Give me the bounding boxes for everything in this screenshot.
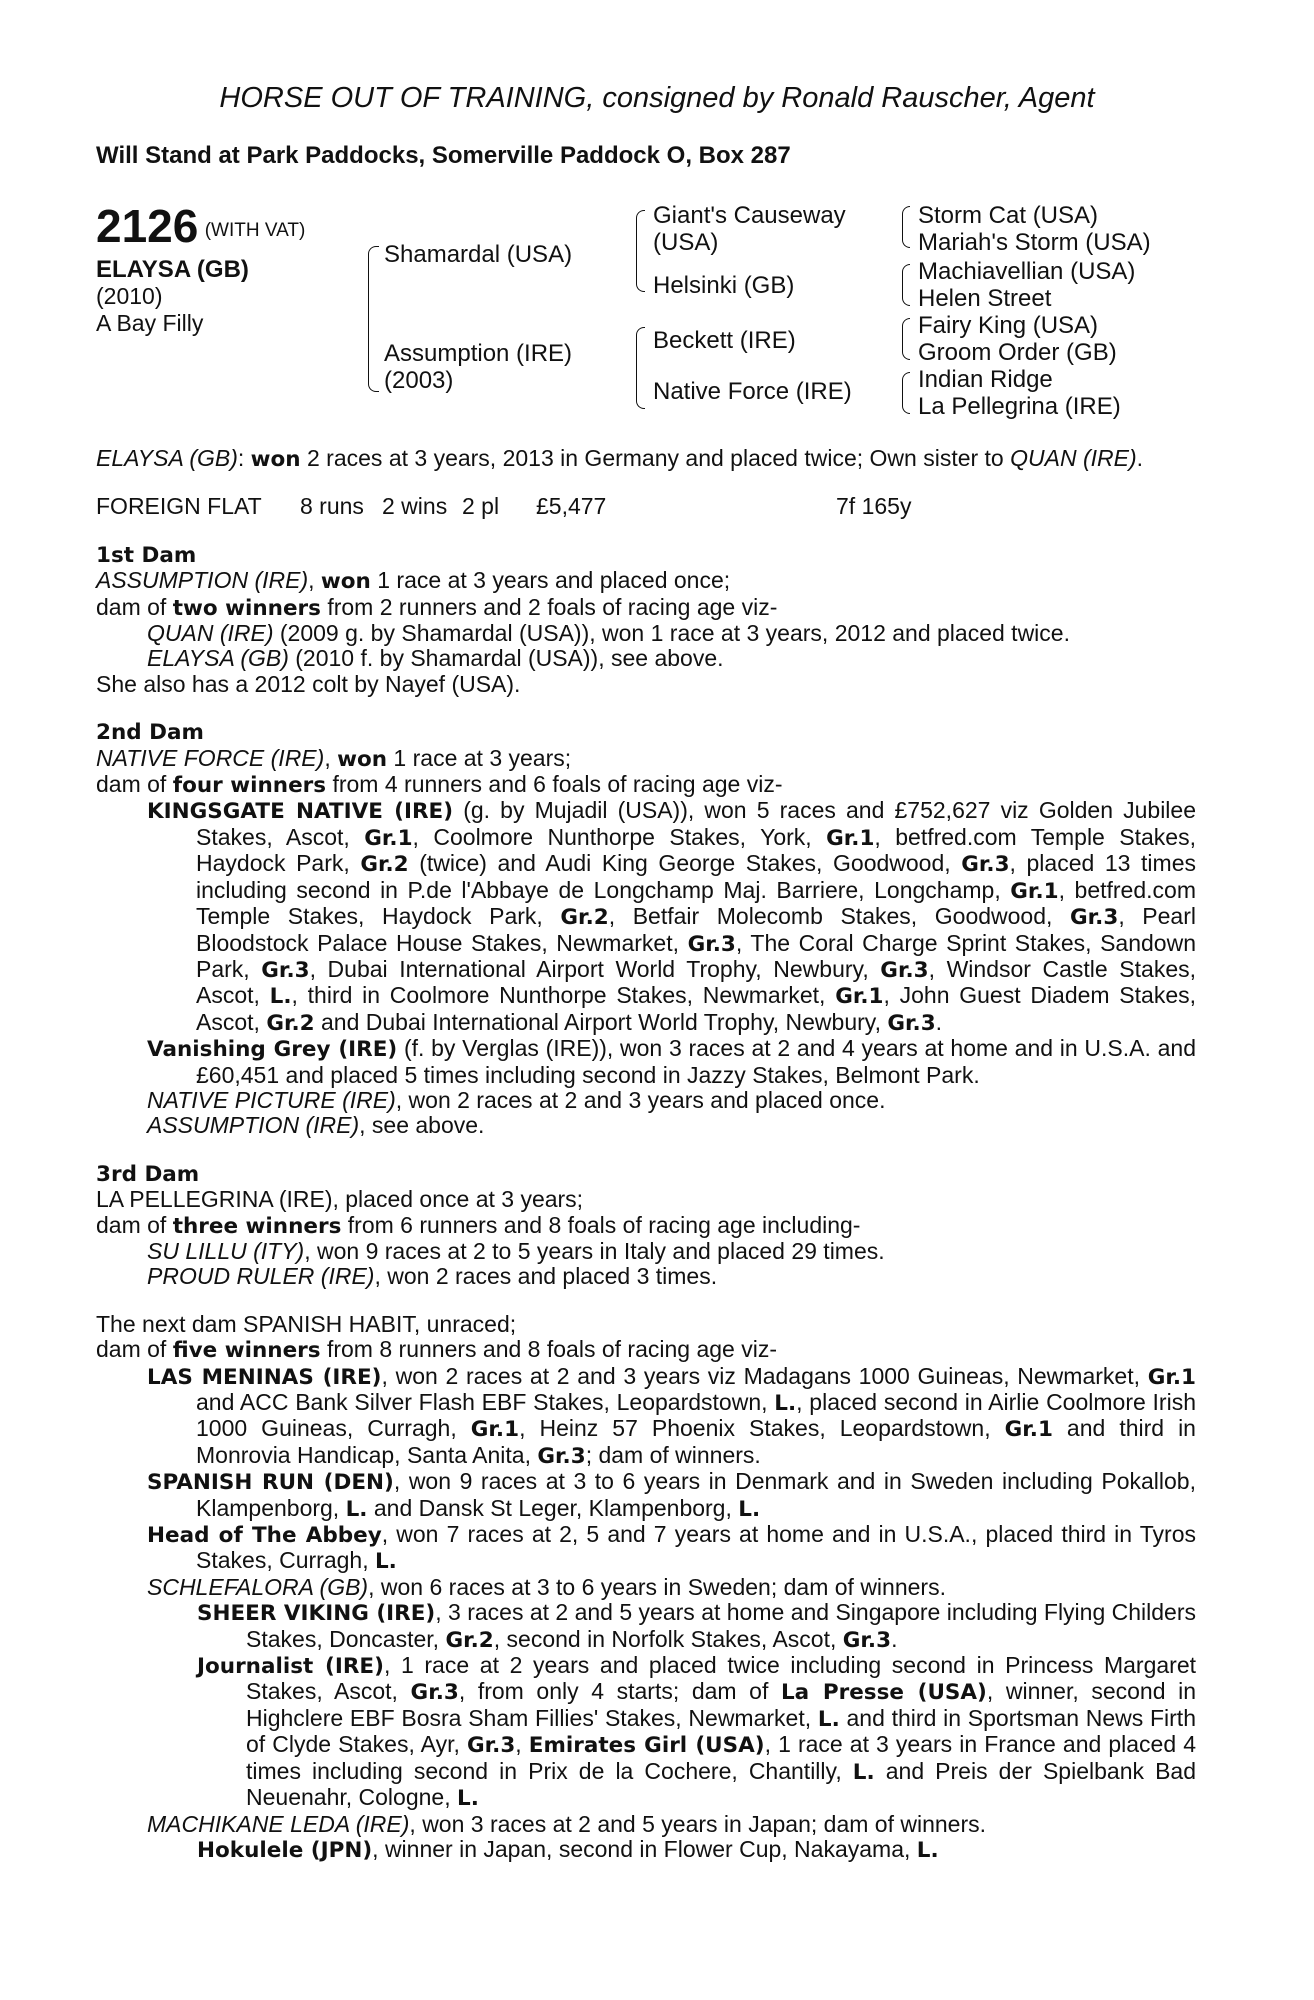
pedigree-bracket <box>368 246 379 392</box>
produce-text: , The Coral Charge Sprint Stakes, Sandown Park, <box>196 929 1196 982</box>
grade-label: Gr.1 <box>826 825 875 851</box>
pedigree-bracket <box>902 318 910 360</box>
produce-name: QUAN (IRE) <box>147 620 274 647</box>
produce-name: SU LILLU (ITY) <box>147 1237 305 1264</box>
produce-text: , winner, second in Highclere EBF Bosra Sham Fillies' Stakes, Newmarket, <box>246 1678 1196 1731</box>
produce-name: La Presse (USA) <box>780 1680 987 1706</box>
produce-entry-vanishing-grey <box>96 1036 1196 1088</box>
lot-number: 2126 <box>96 200 199 252</box>
grade-label: Gr.2 <box>445 1627 494 1653</box>
produce-entry-sheer-viking <box>96 1600 1196 1653</box>
produce-text: ; dam of winners. <box>585 1441 761 1468</box>
next-dam-of-bold: five winners <box>172 1338 321 1364</box>
pedigree-ddd: La Pellegrina (IRE) <box>918 393 1121 420</box>
horse-year: (2010) <box>96 283 163 309</box>
produce-text: , Windsor Castle Stakes, Ascot, <box>196 955 1196 1009</box>
first-dam-of-pre: dam of <box>96 593 173 620</box>
grade-label: L. <box>374 1549 397 1575</box>
second-dam-heading <box>96 719 1196 745</box>
first-dam-won: won <box>320 569 371 595</box>
pedigree-dam-sire: Beckett (IRE) <box>653 327 796 354</box>
produce-text: , won 2 races and placed 3 times. <box>374 1263 718 1290</box>
produce-text: , won 9 races at 2 to 5 years in Italy and placed 29 times. <box>304 1237 885 1264</box>
produce-name: PROUD RULER (IRE) <box>147 1263 375 1290</box>
first-dam-text: 1 race at 3 years and placed once; <box>370 567 731 594</box>
produce-text: , placed 13 times including second in P.de l'Abbaye de Longchamp Maj. Barriere, Longchamp, <box>196 850 1196 903</box>
produce-text: , won 9 races at 3 to 6 years in Denmark and in Sweden including Pokallob, Klampenborg, <box>196 1468 1196 1521</box>
produce-entry-machikane-leda <box>96 1812 1196 1837</box>
grade-label: L. <box>916 1837 939 1863</box>
grade-label: Gr.1 <box>1010 878 1059 904</box>
produce-name: KINGSGATE NATIVE (IRE) <box>147 799 454 825</box>
produce-name: SPANISH RUN (DEN) <box>147 1470 394 1496</box>
produce-text: and ACC Bank Silver Flash EBF Stakes, Leopardstown, <box>196 1389 775 1415</box>
pedigree-bracket <box>636 210 645 292</box>
record-distance: 7f 165y <box>836 493 912 520</box>
produce-text: , second in Norfolk Stakes, Ascot, <box>493 1625 843 1652</box>
third-dam-heading-text: 3rd Dam <box>96 1161 200 1187</box>
record-earnings: £5,477 <box>536 493 607 520</box>
third-dam-heading <box>96 1161 1196 1187</box>
first-dam-of-post: from 2 runners and 2 foals of racing age viz- <box>320 593 778 620</box>
produce-text: and Dansk St Leger, Klampenborg, <box>367 1494 739 1521</box>
pedigree-sire-sire <box>653 202 846 256</box>
grade-label: Gr.1 <box>364 825 413 851</box>
grade-label: L. <box>457 1786 479 1812</box>
grade-label: Gr.1 <box>835 984 884 1010</box>
second-dam-of-post: from 4 runners and 6 foals of racing age viz- <box>326 771 783 798</box>
grade-label: Gr.3 <box>466 1733 516 1759</box>
second-dam-of-pre: dam of <box>96 771 173 798</box>
produce-text: , Dubai International Airport World Trophy, Newbury, <box>309 955 881 982</box>
third-dam-produce <box>96 1213 1196 1239</box>
grade-label: Gr.3 <box>1070 905 1119 931</box>
pedigree-sss: Storm Cat (USA) <box>918 202 1099 229</box>
first-dam-produce <box>96 595 1196 621</box>
produce-text: , John Guest Diadem Stakes, Ascot, <box>196 982 1197 1035</box>
catalogue-body <box>96 446 1196 1863</box>
next-dam-of-post: from 8 runners and 8 foals of racing age viz- <box>320 1336 777 1363</box>
summary-sister: QUAN (IRE) <box>1010 445 1137 471</box>
produce-name: Head of The Abbey <box>147 1523 382 1549</box>
grade-label: L. <box>269 984 292 1010</box>
first-dam-heading <box>96 542 1196 568</box>
record-placed: 2 pl <box>462 493 500 520</box>
produce-text: , Betfair Molecomb Stakes, Goodwood, <box>608 903 1070 930</box>
next-dam-line: The next dam SPANISH HABIT, unraced; <box>96 1310 517 1337</box>
grade-label: Gr.3 <box>687 931 736 957</box>
grade-label: L. <box>738 1496 761 1522</box>
produce-entry-native-picture <box>96 1088 1196 1113</box>
pedigree-bracket <box>902 206 910 248</box>
grade-label: Gr.1 <box>470 1417 520 1443</box>
summary-name: ELAYSA (GB) <box>96 445 238 471</box>
pedigree-dam-year: (2003) <box>384 367 454 394</box>
grade-label: Gr.3 <box>961 852 1010 878</box>
record-wins: 2 wins <box>382 493 448 520</box>
grade-label: Gr.3 <box>261 957 310 983</box>
grade-label: L. <box>345 1496 368 1522</box>
produce-name: Journalist (IRE) <box>197 1654 384 1680</box>
first-dam-line: ASSUMPTION (IRE), won 1 race at 3 years and placed once; <box>96 567 731 595</box>
second-dam-heading-text: 2nd Dam <box>96 720 204 746</box>
produce-text: and third in Sportsman News Firth of Clyde Stakes, Ayr, <box>246 1704 1196 1758</box>
lot-info <box>96 202 305 337</box>
horse-description: A Bay Filly <box>96 310 204 336</box>
produce-text: and Dubai International Airport World Trophy, Newbury, <box>314 1008 888 1035</box>
produce-text: , Heinz 57 Phoenix Stakes, Leopardstown, <box>519 1415 1005 1442</box>
pedigree-dam-name: Assumption (IRE) <box>384 340 573 367</box>
pedigree-dsd: Groom Order (GB) <box>918 339 1117 366</box>
produce-text: , won 7 races at 2, 5 and 7 years at home and in U.S.A., placed third in Tyros Stakes, Curragh, <box>196 1521 1196 1574</box>
grade-label: Gr.3 <box>880 957 929 983</box>
first-dam-also: She also has a 2012 colt by Nayef (USA). <box>96 670 521 697</box>
produce-entry-hokulele <box>96 1837 1196 1863</box>
summary-text: 2 races at 3 years, 2013 in Germany and placed twice; Own sister to <box>300 445 1011 471</box>
horse-summary: ELAYSA (GB): won 2 races at 3 years, 2013 in Germany and placed twice; Own sister to QUAN (IRE). <box>96 445 1144 472</box>
next-dam-produce <box>96 1337 1196 1363</box>
pedigree-sds: Machiavellian (USA) <box>918 258 1136 285</box>
produce-entry <box>96 1264 1196 1289</box>
produce-entry-assumption <box>96 1113 1196 1138</box>
produce-entry <box>96 621 1196 646</box>
produce-entry-spanish-run <box>96 1469 1196 1522</box>
second-dam-text: 1 race at 3 years; <box>387 744 572 771</box>
stand-location: Will Stand at Park Paddocks, Somerville Paddock O, Box 287 <box>96 142 791 169</box>
next-dam-of-pre: dam of <box>96 1336 173 1363</box>
pedigree-dam-dam: Native Force (IRE) <box>653 378 852 405</box>
produce-name: ASSUMPTION (IRE) <box>147 1112 360 1139</box>
pedigree-ss-name: Giant's Causeway <box>653 202 846 229</box>
produce-entry-schlefalora <box>96 1575 1196 1600</box>
produce-text: , <box>515 1731 529 1758</box>
second-dam-line: NATIVE FORCE (IRE), won 1 race at 3 years; <box>96 744 572 772</box>
grade-label: Gr.2 <box>560 905 609 931</box>
produce-text: (f. by Verglas (IRE)), won 3 races at 2 and 4 years at home and in U.S.A. and £60,451 and placed 5 times including second in Jazzy Stakes, Belmont Park. <box>196 1035 1196 1088</box>
produce-name: Vanishing Grey (IRE) <box>147 1037 398 1063</box>
pedigree-bracket <box>902 372 910 414</box>
produce-text: and third in Monrovia Handicap, Santa Anita, <box>196 1415 1196 1468</box>
grade-label: Gr.3 <box>842 1627 892 1653</box>
race-record <box>96 494 1196 519</box>
produce-text: , betfred.com Temple Stakes, Haydock Park, <box>196 823 1196 877</box>
produce-text: , won 3 races at 2 and 5 years in Japan; dam of winners. <box>409 1810 987 1837</box>
record-runs: 8 runs <box>300 493 364 520</box>
pedigree-bracket <box>902 264 910 306</box>
produce-entry-las-meninas <box>96 1364 1196 1470</box>
produce-text: , Pearl Bloodstock Palace House Stakes, Newmarket, <box>196 903 1196 956</box>
produce-text: , from only 4 starts; dam of <box>458 1678 781 1705</box>
produce-text: , 1 race at 2 years and placed twice including second in Princess Margaret Stakes, Ascot, <box>246 1652 1197 1705</box>
third-dam-of-post: from 6 runners and 8 foals of racing age including- <box>341 1211 861 1238</box>
first-dam-name: ASSUMPTION (IRE) <box>96 567 309 594</box>
grade-label: L. <box>852 1759 875 1785</box>
grade-label: L. <box>774 1391 797 1416</box>
produce-text: . <box>935 1008 943 1035</box>
produce-name: SHEER VIKING (IRE) <box>197 1601 436 1627</box>
pedigree-dss: Fairy King (USA) <box>918 312 1099 339</box>
grade-label: Gr.2 <box>360 852 409 878</box>
first-dam-heading-text: 1st Dam <box>96 542 197 568</box>
pedigree-ssd: Mariah's Storm (USA) <box>918 229 1151 256</box>
produce-text: , see above. <box>359 1112 485 1139</box>
grade-label: Gr.1 <box>1147 1364 1196 1390</box>
produce-text: , Coolmore Nunthorpe Stakes, York, <box>412 823 827 850</box>
grade-label: Gr.1 <box>1004 1417 1053 1443</box>
produce-name: Emirates Girl (USA) <box>528 1733 765 1759</box>
produce-text: (g. by Mujadil (USA)), won 5 races and £752,627 viz Golden Jubilee Stakes, Ascot, <box>196 797 1196 850</box>
record-category: FOREIGN FLAT <box>96 493 262 520</box>
pedigree-sire-dam: Helsinki (GB) <box>653 272 795 299</box>
pedigree-sdd: Helen Street <box>918 285 1052 312</box>
produce-name: SCHLEFALORA (GB) <box>147 1573 369 1600</box>
grade-label: Gr.3 <box>887 1010 936 1036</box>
pedigree-dam <box>384 340 572 394</box>
second-dam-produce <box>96 772 1196 798</box>
second-dam-of-bold: four winners <box>172 773 327 799</box>
produce-text: (twice) and Audi King George Stakes, Goodwood, <box>408 850 962 877</box>
produce-entry <box>96 1239 1196 1264</box>
produce-text: , won 2 races at 2 and 3 years viz Madagans 1000 Guineas, Newmarket, <box>381 1362 1148 1389</box>
produce-name: ELAYSA (GB) <box>147 645 289 672</box>
produce-text: , 3 races at 2 and 5 years at home and Singapore including Flying Childers Stakes, Doncaster, <box>246 1599 1197 1652</box>
third-dam-of-pre: dam of <box>96 1211 173 1238</box>
vat-note: (WITH VAT) <box>204 220 306 241</box>
produce-text: and Preis der Spielbank Bad Neuenahr, Cologne, <box>246 1757 1196 1811</box>
grade-label: L. <box>817 1706 840 1732</box>
produce-name: NATIVE PICTURE (IRE) <box>147 1086 396 1113</box>
first-dam-of-bold: two winners <box>172 595 321 621</box>
second-dam-name: NATIVE FORCE (IRE) <box>96 744 325 771</box>
summary-won: won <box>250 447 301 472</box>
produce-text: (2009 g. by Shamardal (USA)), won 1 race at 3 years, 2012 and placed twice. <box>273 620 1070 647</box>
third-dam-line: LA PELLEGRINA (IRE), placed once at 3 years; <box>96 1186 584 1213</box>
pedigree-ss-origin: (USA) <box>653 229 719 256</box>
produce-text: , winner in Japan, second in Flower Cup, Nakayama, <box>372 1835 917 1862</box>
produce-text: , won 6 races at 3 to 6 years in Sweden; dam of winners. <box>368 1573 946 1600</box>
third-dam-of-bold: three winners <box>172 1213 342 1239</box>
produce-text: (2010 f. by Shamardal (USA)), see above. <box>288 645 724 672</box>
page-title: HORSE OUT OF TRAINING, consigned by Ronald Rauscher, Agent <box>219 82 1095 114</box>
pedigree-bracket <box>636 327 645 409</box>
produce-entry-journalist <box>96 1653 1196 1811</box>
produce-entry-kingsgate-native <box>96 798 1196 1036</box>
produce-text: , placed second in Airlie Coolmore Irish 1000 Guineas, Curragh, <box>196 1389 1196 1442</box>
second-dam-won: won <box>337 746 388 772</box>
grade-label: Gr.3 <box>410 1680 459 1706</box>
grade-label: Gr.3 <box>537 1443 586 1469</box>
produce-name: LAS MENINAS (IRE) <box>147 1364 382 1390</box>
produce-text: . <box>891 1625 898 1652</box>
produce-text: , third in Coolmore Nunthorpe Stakes, Newmarket, <box>291 982 836 1009</box>
produce-text: , betfred.com Temple Stakes, Haydock Park, <box>196 876 1196 930</box>
produce-name: Hokulele (JPN) <box>197 1837 373 1863</box>
pedigree-dds: Indian Ridge <box>918 366 1053 393</box>
produce-entry <box>96 646 1196 671</box>
pedigree-sire: Shamardal (USA) <box>384 241 573 268</box>
horse-name: ELAYSA (GB) <box>96 256 249 283</box>
produce-name: MACHIKANE LEDA (IRE) <box>147 1810 410 1837</box>
produce-text: , won 2 races at 2 and 3 years and placed once. <box>395 1086 886 1113</box>
grade-label: Gr.2 <box>266 1010 315 1036</box>
produce-text: , 1 race at 3 years in France and placed 4 times including second in Prix de la Cochere, Chantilly, <box>246 1731 1197 1784</box>
produce-entry-head-of-the-abbey <box>96 1522 1196 1575</box>
